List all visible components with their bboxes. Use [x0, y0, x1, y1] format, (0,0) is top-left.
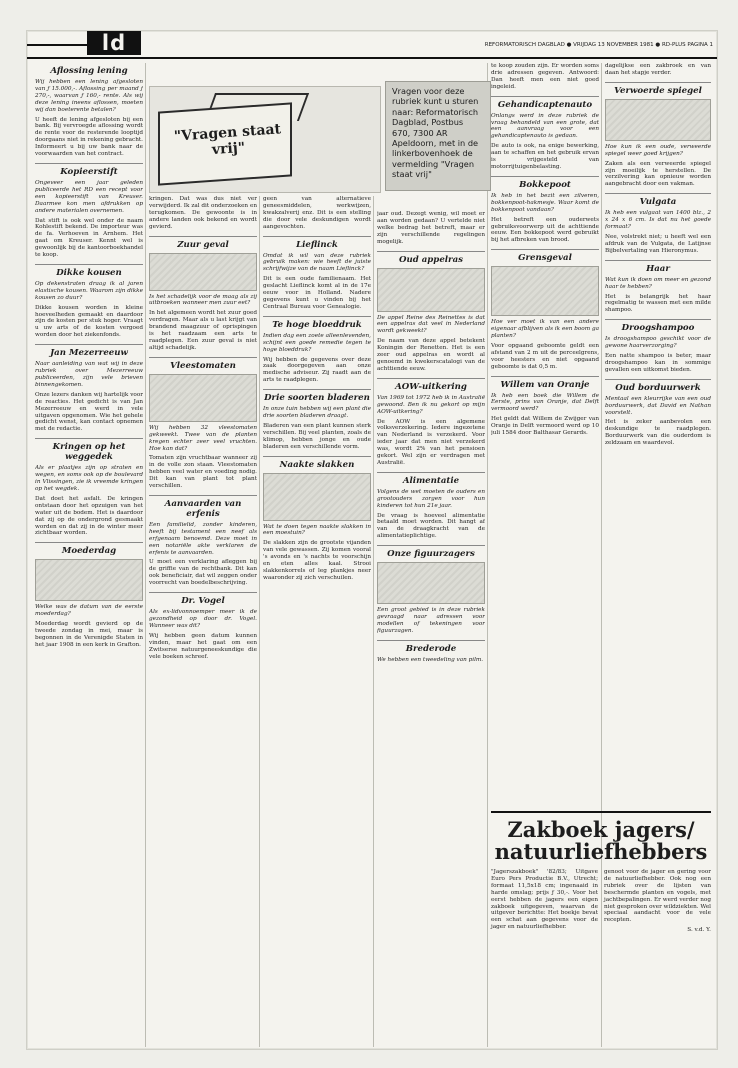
article-answer: Dat doet het asfalt. De kringen ontstaan door het opzuigen van het water uit de bodem. Het is daardoor dat zij op de ondergrond gesmaakt worden en dat zij in de winter meer zichtbaar worden. — [35, 495, 143, 537]
article-illustration — [149, 253, 257, 291]
article-heading: Aflossing lening — [50, 66, 128, 76]
article-question: We hebben een tweedeling van pilm. — [377, 656, 484, 663]
article-answer: Het betreft een ouderwets gebruiksvoorwerp uit de achttiende eeuw. Een bokkepoot werd gebruikt bij het afbreken van brood. — [491, 216, 599, 244]
article-answer: De auto is ook, na enige bewerking, aan te schaffen en het gebruik ervan is vrijgesteld van motorrijtuigenbelasting. — [491, 143, 599, 170]
article-question: Wij hebben een lening afgesloten van ƒ 15.000,-. Aflossing per maand ƒ 270,-, waarvan ƒ 160,- rente. Als wij deze lening ineens aflossen, moeten wij dan boeterente betalen? — [35, 79, 143, 113]
article-heading: Haar — [605, 260, 711, 274]
article-answer: Het is belangrijk het haar regelmatig te wassen met een milde shampoo. — [605, 293, 711, 314]
article-answer: De slakken zijn de grootste vijanden van vele gewassen. Zij komen vooral 's avonds en 's nachts te voorschijn en eten alles kaal. Strooi slakkenkorrels of leg plankjes neer waaronder zij zich verschuilen. — [263, 540, 371, 581]
article-heading: Kringen op het weggedek — [35, 438, 143, 462]
article-question: Omdat ik wil van deze rubriek gebruik maken: wie heeft de juiste schrijfwijze van de naam Lieflinck? — [263, 252, 371, 273]
article-answer: Dikke kousen worden in kleine hoeveelheden gemaakt en daardoor zijn de kosten per stuk hoger. Vraagt u uw arts of de kosten vergoed worden door het ziekenfonds. — [35, 304, 143, 339]
article-answer: geen van alternatieve geneesmiddelen, werkwijzen, kwakzalverij enz. Dit is een stelling die door vele deskundigen wordt aangevochten. — [263, 196, 371, 230]
column-rule — [373, 196, 374, 1047]
article-answer: Zaken als een verweerde spiegel zijn moeilijk te herstellen. De verzilvering kan opnieuw worden aangebracht door een vakman. — [605, 160, 711, 188]
masthead — [27, 31, 717, 59]
article-heading: Alimentatie — [377, 472, 485, 486]
banner-title: "Vragen staat vrij" — [173, 121, 282, 159]
article-answer: Moederdag wordt gevierd op de tweede zondag in mei, maar is begonnen in de Verenigde Staten in het jaar 1908 in een kerk in Grafton. — [35, 621, 143, 648]
article-heading: Lieflinck — [263, 236, 371, 250]
article-answer: jaar oud. Dezegt wenig, wil moet er aan worden gedaan? U vertelde niet welke bedrag het betreft, maar er zijn verschillende regelingen mogelijk. — [377, 211, 485, 245]
article-heading: Vulgata — [605, 193, 711, 207]
article-answer: dagelijkse een zakbroek en van daan het stapje verder. — [605, 63, 711, 76]
article-answer: Het geldt dat Willem de Zwijger van Oranje in Delft vermoord werd op 10 juli 1584 door Balthasar Gerards. — [491, 416, 599, 437]
article-illustration — [377, 268, 485, 312]
article-answer: Dit is een oude familienaam. Het geslacht Lieflinck komt al in de 17e eeuw voor in Holland. Nadere gegevens kunt u vinden bij het Centraal Bureau voor Genealogie. — [263, 276, 371, 310]
article-question: Ik heb een boek die Willem de Eerste, prins van Oranje, dat Delft vermoord werd? — [491, 392, 599, 413]
article-question: Een groot gebied is in deze rubriek gevraagd naar adressen voor modellen of tekeningen voor figuurzagen. — [377, 607, 485, 634]
column-rule — [145, 63, 146, 1047]
article-heading: Zuur geval — [149, 236, 257, 250]
article-question: Ongeveer een jaar geleden publiceerde het RD een recept voor een kopieerstift van Kreuser. Daarmee kon men afdrukken op andere materialen overnemen. — [35, 179, 143, 214]
zakboek-columns — [491, 869, 711, 937]
article-heading: Gehandicaptenauto — [491, 96, 599, 110]
article-answer: Onze lezers danken wij hartelijk voor de reacties. Het gedicht is van Jan Mezerreeuw en werd in vele uitgaven opgenomen. Wie het gehele gedicht wenst, kan contact opnemen met de redactie. — [35, 391, 143, 433]
article-heading: Vleestomaten — [149, 357, 257, 371]
article-answer: In het algemeen wordt het zuur goed verdragen. Maar als u last krijgt van brandend maagzuur of oprispingen is het raadzaam een arts te raadplegen. Een zuur geval is niet altijd schadelijk. — [149, 310, 257, 351]
article-answer: Bladeren van een plant kunnen sterk verschillen. Bij veel planten, zoals de klimop, hebben jonge en oude bladeren een verschillende vorm. — [263, 422, 371, 450]
article-heading: Te hoge bloeddruk — [263, 316, 371, 330]
column-1 — [35, 63, 143, 1047]
address-box: Vragen voor deze rubriek kunt u sturen naar: Reformatorisch Dagblad, Postbus 670, 7300 AR Apeldoorn, met in de linkerbovenhoek de vermelding "Vragen staat vrij" — [385, 81, 491, 191]
article-question: Mentaal een kleurrijke van een oud borduurwerk, dat David en Nathan voorstelt. — [605, 395, 711, 416]
article-question: Indien dag een zoete alleenlevenden, schijnt een goede remedie tegen te hoge bloeddruk? — [263, 332, 371, 353]
article-answer: U moet een verklaring afleggen bij de griffie van de rechtbank. Dit kan ook beneficiair, dat wil zeggen onder voorrecht van boedelbeschrijving. — [149, 559, 257, 587]
article-question: Volgens de wet moeten de ouders en grootouders zorgen voor hun kinderen tot hun 21e jaar. — [377, 488, 485, 509]
article-heading: Grensgeval — [491, 249, 599, 263]
article-question: Als er plaatjes zijn op straten en wegen, en soms ook op de boulevard in Vlissingen, zie ik vreemde kringen op het wegdek. — [35, 465, 143, 492]
article-question: Hoe ver moet ik van een andere eigenaar afblijven als ik een boom ga planten? — [491, 319, 599, 340]
article-answer: Wij hebben de gegevens over deze zaak doorgegeven aan onze medische adviseur. Zij raadt aan de arts te raadplegen. — [263, 356, 371, 384]
article-heading: Oud borduurwerk — [605, 379, 711, 393]
article-question: Onlangs werd in deze rubriek de vraag behandeld van een grote, dat een aanvraag voor een gehandicaptenauto is gedaan. — [491, 112, 599, 140]
article-question: Ik heb in het bezit een zilveren, bokkenpoot-hakmesje. Waar komt de bokkenpoot vandaan? — [491, 192, 599, 213]
column-5 — [491, 63, 599, 809]
zakboek-title: Zakboek jagers/ natuurliefhebbers — [494, 817, 708, 864]
article-question: Op dekenstraten draag ik al jaren elastische kousen. Waarom zijn dikke kousen zo duur? — [35, 280, 143, 301]
article-answer: te koop zouden zijn. Er worden soms drie adressen gegeven. Antwoord: Dan heeft men een niet goed ingeleid. — [491, 63, 599, 90]
article-question: Van 1969 tot 1972 heb ik in Australië gewoond. Ben ik nu gekort op mijn AOW-uitkering? — [377, 394, 485, 415]
article-heading: Drie soorten bladeren — [263, 389, 371, 403]
article-heading: Bokkepoot — [491, 176, 599, 190]
article-illustration — [35, 559, 143, 601]
article-answer: De AOW is een algemene volksverzekering. Iedere ingezetene van Nederland is verzekerd. Voor ieder jaar dat men niet verzekerd was, wordt 2% van het pensioen gekort. Wel zijn er verdragen met Australië. — [377, 418, 485, 466]
article-answer: Tomaten zijn vruchtbaar wanneer zij in de volle zon staan. Vleestomaten hebben veel water en voeding nodig. Dit kan van plant tot plant verschillen. — [149, 455, 257, 490]
article-heading: Aanvaarden van erfenis — [149, 495, 257, 519]
article-heading: Oud appelras — [377, 251, 485, 265]
article-question: De appel Reine des Reinettes is dat een appelras dat veel in Nederland wordt gekweekt? — [377, 314, 485, 335]
article-heading: Brederode — [377, 640, 485, 654]
article-heading: Naakte slakken — [263, 456, 371, 470]
article-heading: Verwoerde spiegel — [605, 82, 711, 96]
article-answer: Het is zeker aanbevolen een deskundige te raadplegen. Borduurwerk van die ouderdom is zeldzaam en waardevol. — [605, 419, 711, 447]
article-question: Is droogshampoo geschikt voor de gewone haarverzorging? — [605, 336, 711, 350]
zakboek-article — [491, 811, 711, 1049]
article-question: Is het schadelijk voor de maag als zij uitbroeken wanneer men zuur eet? — [149, 293, 257, 307]
column-6 — [605, 63, 711, 809]
article-heading: Moederdag — [35, 542, 143, 556]
newspaper-page — [26, 30, 718, 1050]
column-4 — [377, 211, 485, 1047]
article-answer: U heeft de lening afgesloten bij een bank. Bij vervroegde aflossing wordt de rente voor de resterende looptijd doorgaans niet in rekening gebracht. Informeert u bij uw bank naar de voorwaarden van het contract. — [35, 116, 143, 158]
article-question: Welke was de datum van de eerste moederdag? — [35, 604, 143, 618]
column-2 — [149, 196, 257, 1047]
column-rule — [487, 63, 488, 1047]
article-answer: Dat stift is ook wel onder de naam Kohlestift bekend. De importeur was de fa. Verhoeven in Arnhem. Het gaat om Kreuser. Kennt wel is gewoonlijk bij de kantoorboekhandel te koop. — [35, 217, 143, 259]
article-answer: De vraag is hoeveel alimentatie betaald moet worden. Dit hangt af van de draagkracht van de alimentatieplichtige. — [377, 512, 485, 540]
article-question: Hoe kun ik een oude, verweerde spiegel weer goed krijgen? — [605, 143, 711, 157]
article-heading: Onze figuurzagers — [377, 545, 485, 559]
article-question: Wat kun ik doen om meer en gezond haar te hebben? — [605, 276, 711, 290]
banner-illustration — [149, 86, 381, 193]
column-rule — [259, 196, 260, 1047]
article-illustration — [377, 562, 485, 604]
article-heading: Jan Mezerreeuw — [35, 344, 143, 358]
article-question: Als ex-lidvonnoemper meer ik de gezondheid op door dr. Vogel. Wanneer was dit? — [149, 609, 257, 629]
article-illustration — [149, 374, 257, 422]
article-heading: Willem van Oranje — [491, 376, 599, 390]
column-3 — [263, 196, 371, 1047]
article-heading: Dikke kousen — [35, 264, 143, 278]
article-heading: AOW-uitkering — [377, 378, 485, 392]
article-answer: kringen. Dat was dus niet ver verwijderd. Ik zal dit onderzoeken en terugkomen. De gewoonte is in andere landen ook bekend en wordt gevierd. — [149, 196, 257, 230]
logo: ld — [87, 31, 141, 55]
article-question: In onze tuin hebben wij een plant die drie soorten bladeren draagt. — [263, 406, 371, 420]
masthead-rule — [27, 44, 87, 46]
article-answer: De naam van deze appel betekent Koningin der Renetten. Het is een zeer oud appelras en wordt al genoemd in kwekerscatalogi van de achttiende eeuw. — [377, 338, 485, 372]
article-answer: Voor opgaand geboomte geldt een afstand van 2 m uit de perceelgrens, voor heesters en niet opgaand geboomte is dat 0,5 m. — [491, 342, 599, 370]
article-question: Wij hebben 32 vleestomaten gekweekt. Twee van de planten kregen echter zeer veel vruchten. Hoe kan dat? — [149, 424, 257, 452]
article-heading: Kopieerstift — [35, 163, 143, 177]
article-answer: Nee, volstrekt niet; u heeft wel een afdruk van de Vulgata, de Latijnse Bijbelvertaling van Hieronymus. — [605, 233, 711, 254]
dateline: REFORMATORISCH DAGBLAD ● VRIJDAG 13 NOVEMBER 1981 ● RD-PLUS PAGINA 1 — [484, 42, 713, 48]
zakboek-text-left: "Jagerszakboek" '82/83; Uitgave Euro Pers Productie B.V., Utrecht; formaat 11,5x18 cm; ingenaaid in harde omslag; prijs ƒ 30,-. Voor het eerst hebben de jagers een eigen zakboek uitgegeven, waarvan de uitgever berichtte: Het boekje bevat een schat aan gegevens voor de jager en natuurliefhebber. — [491, 869, 598, 931]
zakboek-text-right: genoot voor de jager en gering voor de natuurliefhebber. Ook nog een rubriek over de lijsten van beschermde planten en vogels, met jachtbepalingen. Er werd verder nog niet gesproken over wildziekten. Wel speciaal aandacht voor de vele recepten. — [604, 869, 711, 924]
article-question: Wat te doen tegen naakte slakken in een moestuin? — [263, 523, 371, 537]
article-question: Naar aanleiding van wat wij in deze rubriek over Mezerreeuw publiceerden, zijn vele brieven binnengekomen. — [35, 361, 143, 388]
article-heading: Dr. Vogel — [149, 592, 257, 606]
zakboek-signature: S. v.d. Y. — [687, 927, 711, 934]
article-question: Een familielid, zonder kinderen, heeft bij testament een neef als erfgenaam benoemd. Deze moet in een notariële akte verklaren de erfenis te aanvaarden. — [149, 521, 257, 556]
article-illustration — [605, 99, 711, 141]
article-answer: Wij hebben geen datum kunnen vinden, maar het gaat om een Zwitserse natuurgeneeskundige die vele boeken schreef. — [149, 632, 257, 660]
article-heading: Droogshampoo — [605, 319, 711, 333]
article-answer: Een natte shampoo is beter, maar droogshampoo kan in sommige gevallen een uitkomst bieden. — [605, 353, 711, 373]
article-illustration — [263, 473, 371, 521]
article-question: Ik heb een vulgaat van 1400 blz., 2 x 24 x 6 cm. Is dat nu het goede formaat? — [605, 210, 711, 231]
article-illustration — [491, 266, 599, 316]
